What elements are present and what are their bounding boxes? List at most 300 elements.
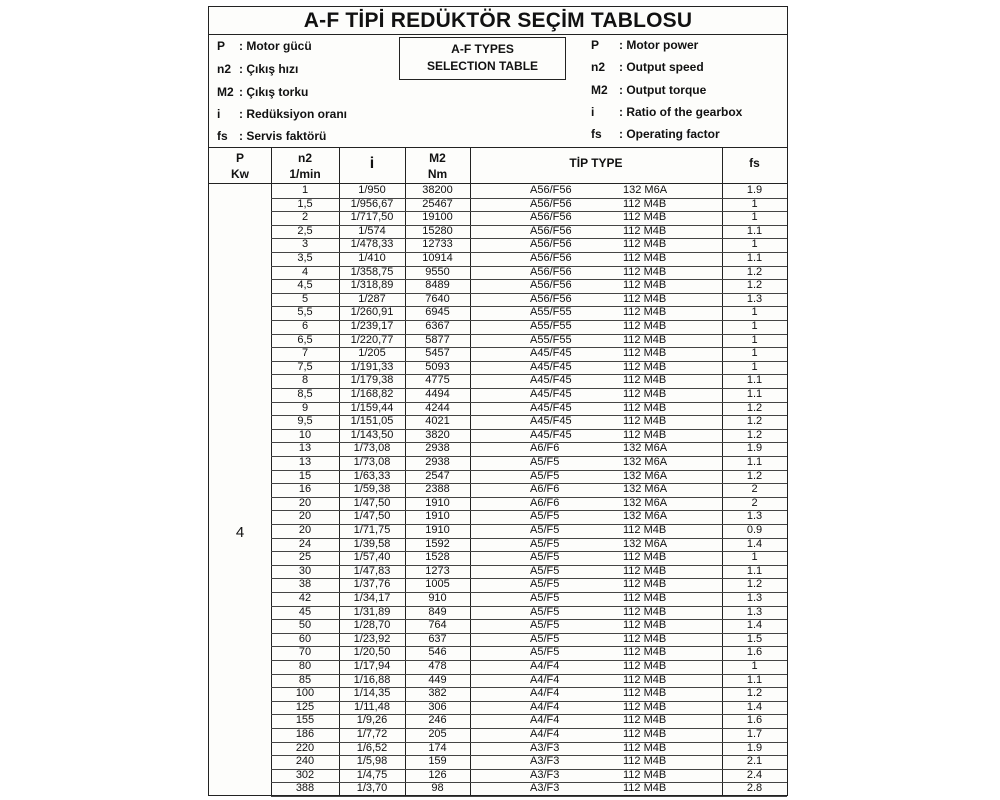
cell-m2: 1528	[425, 551, 450, 564]
cell-motor: 112 M4B	[623, 238, 667, 251]
cell-n2: 3	[301, 238, 309, 251]
cell-ratio: 1/73,08	[353, 442, 391, 455]
cell-ratio: 1/956,67	[350, 197, 394, 210]
cell-fs: 1	[751, 211, 758, 224]
cell-ratio: 1/5,98	[356, 755, 388, 768]
cell-motor: 112 M4B	[623, 578, 667, 591]
cell-motor: 112 M4B	[623, 306, 667, 319]
cell-ratio: 1/71,75	[353, 524, 391, 536]
table-row	[271, 456, 787, 471]
cell-m2: 1910	[425, 510, 450, 523]
cell-type: A45/F45	[530, 374, 572, 387]
table-row	[271, 252, 787, 267]
table-row	[271, 755, 787, 770]
cell-motor: 112 M4B	[623, 646, 667, 659]
table-row	[271, 606, 787, 621]
cell-fs: 2.1	[746, 755, 763, 768]
cell-ratio: 1/9,26	[356, 714, 388, 727]
cell-m2: 2388	[425, 483, 450, 496]
cell-type: A5/F5	[530, 646, 560, 659]
cell-type: A5/F5	[530, 537, 560, 550]
types-box	[399, 37, 566, 80]
cell-n2: 5	[301, 292, 309, 305]
cell-ratio: 1/6,52	[356, 741, 388, 754]
cell-m2: 2938	[425, 456, 450, 468]
legend-tr-factor: fs : Servis faktörü	[217, 129, 327, 143]
cell-n2: 240	[295, 755, 315, 768]
header-ratio: i	[339, 148, 405, 184]
page-title: A-F TİPİ REDÜKTÖR SEÇİM TABLOSU	[209, 7, 787, 35]
cell-fs: 2	[751, 483, 758, 496]
cell-type: A5/F5	[530, 592, 560, 604]
cell-motor: 112 M4B	[623, 619, 667, 632]
cell-ratio: 1/143,50	[350, 428, 394, 441]
cell-m2: 25467	[422, 197, 453, 210]
cell-motor: 112 M4B	[623, 524, 667, 536]
cell-m2: 4244	[425, 401, 450, 414]
cell-fs: 1.1	[746, 374, 763, 387]
cell-m2: 7640	[425, 292, 450, 305]
table-row	[271, 619, 787, 634]
table-row	[271, 524, 787, 539]
cell-motor: 112 M4B	[623, 265, 667, 278]
cell-fs: 1.2	[746, 415, 763, 428]
power-value: 4	[235, 524, 245, 541]
table-row	[271, 470, 787, 485]
cell-motor: 112 M4B	[623, 728, 667, 740]
cell-fs: 1	[751, 347, 758, 360]
cell-m2: 1005	[425, 578, 450, 591]
cell-fs: 1.9	[746, 741, 763, 754]
cell-m2: 449	[428, 673, 447, 686]
cell-type: A4/F4	[530, 714, 560, 727]
cell-m2: 1910	[425, 524, 450, 536]
table-row	[271, 402, 787, 417]
header-m2: M2 Nm	[405, 148, 470, 184]
cell-n2: 45	[298, 605, 312, 618]
cell-ratio: 1/20,50	[353, 646, 391, 659]
table-row	[271, 633, 787, 648]
cell-motor: 112 M4B	[623, 347, 667, 360]
selection-table-sheet	[208, 6, 788, 796]
cell-n2: 15	[298, 469, 312, 482]
cell-m2: 9550	[425, 265, 450, 278]
cell-type: A5/F5	[530, 469, 560, 482]
cell-n2: 3,5	[297, 252, 313, 264]
legend-tr-ratio: i : Redüksiyon oranı	[217, 107, 348, 121]
types-box-line1: A-F TYPES	[451, 42, 514, 56]
table-row	[271, 714, 787, 729]
cell-type: A5/F5	[530, 605, 560, 618]
cell-ratio: 1/287	[358, 292, 386, 305]
header-fs: fs	[722, 148, 787, 184]
cell-n2: 155	[295, 714, 315, 727]
cell-motor: 112 M4B	[623, 197, 667, 210]
cell-n2: 42	[298, 592, 312, 604]
cell-ratio: 1/3,70	[356, 782, 388, 795]
cell-m2: 3820	[425, 428, 450, 441]
cell-ratio: 1/57,40	[353, 551, 391, 564]
cell-fs: 1	[751, 660, 758, 672]
cell-fs: 2	[751, 496, 758, 509]
cell-n2: 4	[301, 265, 309, 278]
cell-n2: 9	[301, 401, 309, 414]
cell-motor: 112 M4B	[623, 428, 667, 441]
cell-type: A3/F3	[530, 768, 560, 781]
cell-fs: 1.2	[746, 469, 763, 482]
cell-ratio: 1/47,50	[353, 496, 391, 509]
cell-fs: 1	[751, 360, 758, 373]
cell-m2: 1910	[425, 496, 450, 509]
cell-fs: 1.3	[746, 605, 763, 618]
table-row	[271, 225, 787, 240]
cell-n2: 1	[301, 184, 309, 196]
cell-motor: 112 M4B	[623, 632, 667, 645]
cell-fs: 1.2	[746, 578, 763, 591]
cell-type: A56/F56	[530, 238, 572, 251]
cell-n2: 38	[298, 578, 312, 591]
cell-type: A45/F45	[530, 360, 572, 373]
cell-m2: 246	[428, 714, 447, 727]
cell-type: A6/F6	[530, 483, 560, 496]
cell-ratio: 1/574	[358, 224, 386, 237]
cell-motor: 112 M4B	[623, 700, 667, 713]
cell-motor: 132 M6A	[623, 537, 668, 550]
table-row	[271, 198, 787, 213]
cell-n2: 125	[295, 700, 315, 713]
cell-n2: 20	[298, 496, 312, 509]
cell-type: A56/F56	[530, 252, 572, 264]
cell-type: A56/F56	[530, 292, 572, 305]
legend-tr-power: P : Motor gücü	[217, 39, 312, 53]
cell-type: A3/F3	[530, 782, 560, 795]
cell-n2: 13	[298, 442, 312, 455]
cell-type: A5/F5	[530, 578, 560, 591]
cell-fs: 1.1	[746, 224, 763, 237]
cell-n2: 30	[298, 564, 312, 577]
cell-m2: 546	[428, 646, 447, 659]
cell-fs: 0.9	[746, 524, 763, 536]
cell-n2: 10	[298, 428, 312, 441]
table-row	[271, 293, 787, 308]
cell-ratio: 1/73,08	[353, 456, 391, 468]
cell-fs: 1.6	[746, 646, 763, 659]
cell-fs: 1	[751, 238, 758, 251]
power-cell	[209, 184, 271, 796]
cell-fs: 1.2	[746, 265, 763, 278]
cell-m2: 5457	[425, 347, 450, 360]
cell-n2: 85	[298, 673, 312, 686]
cell-type: A45/F45	[530, 428, 572, 441]
cell-ratio: 1/478,33	[350, 238, 394, 251]
cell-type: A6/F6	[530, 496, 560, 509]
table-row	[271, 660, 787, 675]
cell-n2: 6	[301, 320, 309, 332]
cell-motor: 112 M4B	[623, 388, 667, 400]
cell-ratio: 1/14,35	[353, 687, 391, 700]
cell-motor: 112 M4B	[623, 415, 667, 428]
cell-m2: 205	[428, 728, 447, 740]
cell-fs: 2.8	[746, 782, 763, 795]
cell-ratio: 1/260,91	[350, 306, 394, 319]
table-row	[271, 388, 787, 403]
cell-motor: 112 M4B	[623, 374, 667, 387]
legend-tr-torque: M2 : Çıkış torku	[217, 85, 309, 99]
table-row	[271, 592, 787, 607]
table-row	[271, 769, 787, 784]
cell-type: A56/F56	[530, 265, 572, 278]
table-row	[271, 497, 787, 512]
cell-fs: 1.2	[746, 279, 763, 292]
cell-motor: 112 M4B	[623, 755, 667, 768]
table-row	[271, 238, 787, 253]
cell-type: A56/F56	[530, 184, 572, 196]
cell-ratio: 1/358,75	[350, 265, 394, 278]
cell-type: A5/F5	[530, 564, 560, 577]
cell-ratio: 1/23,92	[353, 632, 391, 645]
cell-motor: 112 M4B	[623, 333, 667, 346]
cell-n2: 13	[298, 456, 312, 468]
cell-motor: 112 M4B	[623, 320, 667, 332]
cell-ratio: 1/205	[358, 347, 386, 360]
cell-m2: 10914	[422, 252, 453, 264]
table-row	[271, 442, 787, 457]
cell-m2: 19100	[422, 211, 453, 224]
cell-type: A45/F45	[530, 388, 572, 400]
cell-fs: 1.5	[746, 632, 763, 645]
cell-n2: 25	[298, 551, 312, 564]
cell-fs: 1	[751, 333, 758, 346]
cell-ratio: 1/63,33	[353, 469, 391, 482]
cell-m2: 637	[428, 632, 447, 645]
cell-m2: 1273	[425, 564, 450, 577]
cell-type: A6/F6	[530, 442, 560, 455]
cell-ratio: 1/151,05	[350, 415, 394, 428]
cell-n2: 1,5	[297, 197, 313, 210]
cell-ratio: 1/47,50	[353, 510, 391, 523]
cell-ratio: 1/28,70	[353, 619, 391, 632]
cell-n2: 80	[298, 660, 312, 672]
cell-type: A56/F56	[530, 224, 572, 237]
cell-type: A45/F45	[530, 415, 572, 428]
cell-fs: 1.4	[746, 619, 763, 632]
legend-en-speed: n2 : Output speed	[591, 60, 704, 74]
table-row	[271, 701, 787, 716]
cell-type: A56/F56	[530, 211, 572, 224]
cell-motor: 132 M6A	[623, 456, 668, 468]
table-row	[271, 483, 787, 498]
cell-motor: 112 M4B	[623, 401, 667, 414]
cell-fs: 1.2	[746, 687, 763, 700]
cell-fs: 1.3	[746, 292, 763, 305]
cell-ratio: 1/16,88	[353, 673, 391, 686]
cell-m2: 4021	[425, 415, 450, 428]
cell-motor: 132 M6A	[623, 483, 668, 496]
cell-n2: 8	[301, 374, 309, 387]
legend-en-power: P : Motor power	[591, 38, 699, 52]
cell-fs: 1.1	[746, 388, 763, 400]
table-row	[271, 565, 787, 580]
cell-m2: 8489	[425, 279, 450, 292]
legend-en-torque: M2 : Output torque	[591, 83, 707, 97]
cell-type: A4/F4	[530, 728, 560, 740]
cell-m2: 382	[428, 687, 447, 700]
cell-ratio: 1/179,38	[350, 374, 394, 387]
cell-motor: 112 M4B	[623, 292, 667, 305]
cell-motor: 112 M4B	[623, 564, 667, 577]
table-row	[271, 266, 787, 281]
table-row	[271, 415, 787, 430]
cell-motor: 112 M4B	[623, 714, 667, 727]
legend-tr-speed: n2 : Çıkış hızı	[217, 62, 299, 76]
cell-ratio: 1/168,82	[350, 388, 394, 400]
cell-ratio: 1/410	[358, 252, 386, 264]
cell-fs: 1	[751, 320, 758, 332]
cell-type: A4/F4	[530, 687, 560, 700]
cell-ratio: 1/239,17	[350, 320, 394, 332]
cell-m2: 126	[428, 768, 447, 781]
cell-motor: 112 M4B	[623, 605, 667, 618]
cell-type: A55/F55	[530, 320, 572, 332]
cell-ratio: 1/31,89	[353, 605, 391, 618]
cell-ratio: 1/11,48	[354, 700, 390, 713]
cell-motor: 112 M4B	[623, 741, 667, 754]
cell-fs: 1.7	[746, 728, 763, 740]
cell-ratio: 1/59,38	[353, 483, 391, 496]
cell-motor: 132 M6A	[623, 510, 668, 523]
cell-n2: 302	[295, 768, 315, 781]
cell-m2: 2547	[425, 469, 450, 482]
cell-m2: 5877	[425, 333, 450, 346]
cell-n2: 7,5	[297, 360, 313, 373]
cell-type: A55/F55	[530, 306, 572, 319]
table-row	[271, 538, 787, 553]
cell-motor: 112 M4B	[623, 768, 667, 781]
cell-motor: 132 M6A	[623, 442, 668, 455]
table-row	[271, 211, 787, 226]
cell-n2: 4,5	[297, 279, 313, 292]
cell-m2: 4494	[425, 388, 450, 400]
cell-fs: 2.4	[746, 768, 763, 781]
cell-ratio: 1/17,94	[353, 660, 391, 672]
cell-n2: 24	[298, 537, 312, 550]
cell-m2: 15280	[422, 224, 453, 237]
cell-motor: 132 M6A	[623, 469, 668, 482]
cell-fs: 1.1	[746, 456, 763, 468]
cell-ratio: 1/34,17	[353, 592, 391, 604]
cell-n2: 60	[298, 632, 312, 645]
cell-n2: 100	[295, 687, 315, 700]
cell-type: A4/F4	[530, 700, 560, 713]
cell-fs: 1.2	[746, 401, 763, 414]
cell-type: A5/F5	[530, 510, 560, 523]
cell-n2: 70	[298, 646, 312, 659]
cell-motor: 112 M4B	[623, 782, 667, 795]
cell-m2: 478	[428, 660, 447, 672]
cell-type: A56/F56	[530, 279, 572, 292]
cell-n2: 20	[298, 524, 312, 536]
table-row	[271, 374, 787, 389]
legend-en-factor: fs : Operating factor	[591, 127, 720, 141]
cell-type: A45/F45	[530, 347, 572, 360]
cell-m2: 2938	[425, 442, 450, 455]
cell-motor: 112 M4B	[623, 211, 667, 224]
cell-fs: 1	[751, 551, 758, 564]
cell-ratio: 1/37,76	[353, 578, 391, 591]
cell-motor: 112 M4B	[623, 592, 667, 604]
cell-n2: 2	[301, 211, 309, 224]
cell-n2: 5,5	[297, 306, 313, 319]
cell-type: A3/F3	[530, 741, 560, 754]
cell-fs: 1	[751, 197, 758, 210]
cell-m2: 849	[428, 605, 447, 618]
cell-fs: 1	[751, 306, 758, 319]
cell-ratio: 1/4,75	[356, 768, 388, 781]
cell-m2: 764	[428, 619, 447, 632]
table-row	[271, 674, 787, 689]
cell-n2: 186	[295, 728, 315, 740]
cell-motor: 112 M4B	[623, 687, 667, 700]
cell-type: A5/F5	[530, 619, 560, 632]
cell-motor: 112 M4B	[623, 673, 667, 686]
cell-motor: 132 M6A	[623, 496, 668, 509]
cell-m2: 159	[428, 755, 447, 768]
cell-fs: 1.4	[746, 700, 763, 713]
table-row	[271, 279, 787, 294]
table-row	[271, 306, 787, 321]
cell-fs: 1.1	[746, 564, 763, 577]
cell-m2: 6945	[425, 306, 450, 319]
cell-type: A56/F56	[530, 197, 572, 210]
types-box-line2: SELECTION TABLE	[426, 59, 539, 73]
cell-m2: 12733	[422, 238, 453, 251]
cell-m2: 910	[428, 592, 447, 604]
cell-m2: 306	[428, 700, 447, 713]
table-row	[271, 347, 787, 362]
table-row	[271, 361, 787, 376]
cell-motor: 112 M4B	[623, 224, 667, 237]
cell-fs: 1.9	[746, 442, 763, 455]
table-row	[271, 578, 787, 593]
cell-fs: 1.2	[746, 428, 763, 441]
cell-ratio: 1/717,50	[350, 211, 394, 224]
cell-n2: 388	[295, 782, 315, 795]
header-power: P Kw	[209, 148, 271, 184]
table-row	[271, 728, 787, 743]
cell-motor: 112 M4B	[623, 252, 667, 264]
cell-type: A5/F5	[530, 551, 560, 564]
cell-m2: 1592	[425, 537, 450, 550]
cell-m2: 4775	[425, 374, 450, 387]
cell-type: A5/F5	[530, 456, 560, 468]
cell-ratio: 1/39,58	[353, 537, 391, 550]
cell-type: A4/F4	[530, 673, 560, 686]
cell-type: A5/F5	[530, 524, 560, 536]
cell-n2: 7	[301, 347, 309, 360]
cell-n2: 20	[298, 510, 312, 523]
cell-n2: 50	[298, 619, 312, 632]
cell-m2: 5093	[425, 360, 450, 373]
cell-n2: 2,5	[297, 224, 313, 237]
cell-type: A3/F3	[530, 755, 560, 768]
cell-type: A55/F55	[530, 333, 572, 346]
cell-fs: 1.9	[746, 184, 763, 196]
table-row	[271, 429, 787, 444]
table-row	[271, 551, 787, 566]
cell-n2: 220	[295, 741, 315, 754]
cell-fs: 1.6	[746, 714, 763, 727]
table-row	[271, 334, 787, 349]
